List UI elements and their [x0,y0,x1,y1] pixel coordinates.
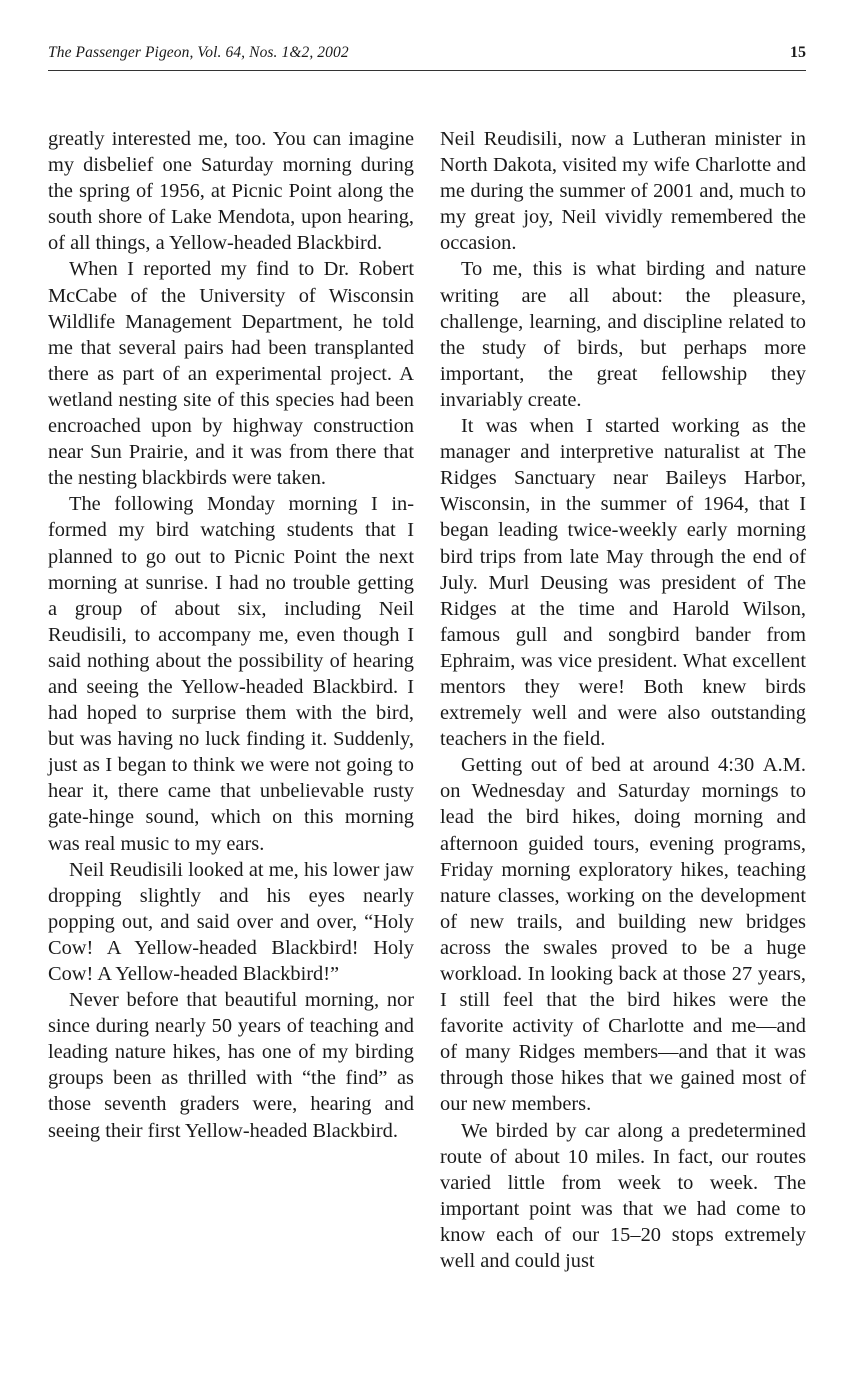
paragraph: Neil Reudisili, now a Lutheran minister in North Dakota, visited my wife Charlotte and me during the summer of 2001 and, much to my great joy, Neil vividly remembered the occasion. [440,128,806,255]
paragraph-lead: Getting out of bed at around 4:30 [461,754,755,777]
paragraph: Neil Reudisili looked at me, his lower jaw dropping slightly and his eyes nearly popping out, and said over and over, “Holy Cow! A Yellow-headed Blackbird! Holy Cow! A Yellow-headed Blackbird!” [48,858,414,985]
paragraph: To me, this is what birding and nature writing are all about: the pleasure, challenge, learning, and discipline related to the study of birds, but perhaps more important, the great fellowship they invariably create. [440,258,806,411]
paragraph: The following Monday morning I informed my bird watching students that I planned to go out to Picnic Point the next morning at sunrise. I had no trouble getting a group of about six, including Neil Reudisili, to accompany me, even though I said nothing about the possibility of hearing and seeing the Yellow-headed Blackbird. I had hoped to surprise them with the bird, but was having no luck finding it. Suddenly, just as I began to think we were not going to hear it, there came that unbelievable rusty gate-hinge sound, which on this morning was real music to my ears. [48,493,414,855]
paragraph: greatly interested me, too. You can imagine my disbelief one Saturday morning during the spring of 1956, at Picnic Point along the south shore of Lake Mendota, upon hearing, of all things, a Yellow-headed Blackbird. [48,128,414,255]
paragraph [440,752,806,1117]
time-abbreviation: A.M. [762,754,806,777]
running-header [48,44,806,71]
paragraph: When I reported my find to Dr. Robert McCabe of the University of Wisconsin Wildlife Management Department, he told me that several pairs had been transplanted there as part of an experimental project. A wetland nesting site of this species had been encroached upon by highway construction near Sun Prairie, and it was from there that the nesting blackbirds were taken. [48,258,414,490]
left-column [48,126,414,1144]
paragraph: We birded by car along a predetermined route of about 10 miles. In fact, our routes varied little from week to week. The important point was that we had come to know each of our 15–20 stops extremely well and could just [440,1119,806,1273]
right-column [440,126,806,1274]
paragraph: It was when I started working as the manager and interpretive naturalist at The Ridges Sanctuary near Baileys Harbor, Wisconsin, in the summer of 1964, that I began leading twice-weekly early morning bird trips from late May through the end of July. Murl Deusing was president of The Ridges at the time and Harold Wilson, famous gull and songbird bander from Ephraim, was vice president. What excellent mentors they were! Both knew birds extremely well and were also outstanding teachers in the field. [440,415,806,751]
journal-title: The Passenger Pigeon, Vol. 64, Nos. 1&2, 2002 [48,44,349,61]
paragraph-rest: on Wednesday and Saturday mornings to lead the bird hikes, doing morning and afternoon guided tours, evening programs, Friday morning exploratory hikes, teaching nature classes, working on the development of new trails, and building new bridges across the swales proved to be a huge workload. In looking back at those 27 years, I still feel that the bird hikes were the favorite activity of Charlotte and me—and of many Ridges members—and that it was through those hikes that we gained most of our new members. [440,780,806,1116]
page-number: 15 [790,44,806,61]
paragraph: Never before that beautiful morning, nor since during nearly 50 years of teaching and leading nature hikes, has one of my birding groups been as thrilled with “the find” as those seventh graders were, hearing and seeing their first Yellow-headed Blackbird. [48,989,414,1142]
